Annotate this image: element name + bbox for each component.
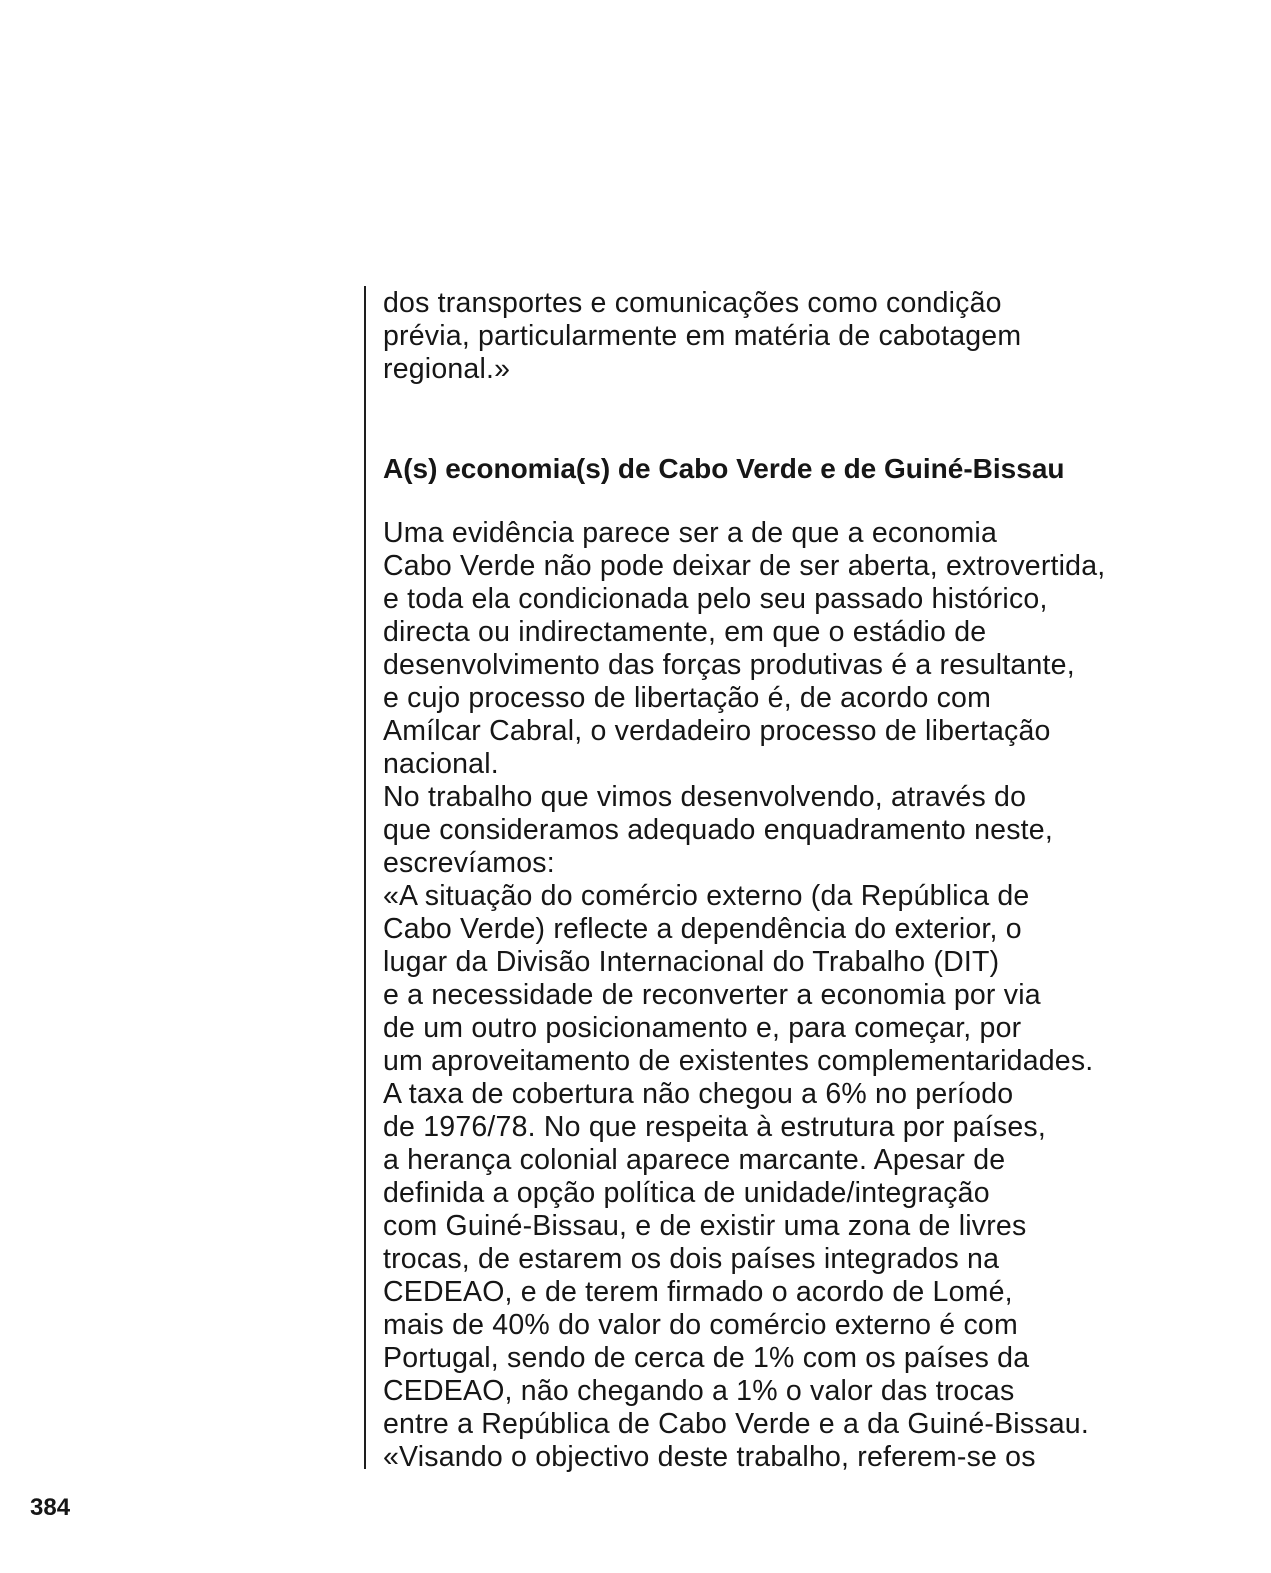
text-line: com Guiné-Bissau, e de existir uma zona de livres (383, 1210, 1027, 1242)
text-line: dos transportes e comunicações como condição (383, 287, 1002, 319)
text-line: Cabo Verde não pode deixar de ser aberta, extrovertida, (383, 550, 1106, 582)
text-line: «Visando o objectivo deste trabalho, referem-se os (383, 1441, 1036, 1473)
margin-vertical-rule (364, 286, 366, 1469)
text-line: nacional. (383, 748, 499, 780)
text-line: mais de 40% do valor do comércio externo é com (383, 1309, 1018, 1341)
text-line: trocas, de estarem os dois países integrados na (383, 1243, 1000, 1275)
text-line: Cabo Verde) reflecte a dependência do exterior, o (383, 913, 1022, 945)
text-line: que consideramos adequado enquadramento neste, (383, 814, 1053, 846)
text-line: No trabalho que vimos desenvolvendo, através do (383, 781, 1027, 813)
text-line: prévia, particularmente em matéria de cabotagem (383, 320, 1022, 352)
text-line: Uma evidência parece ser a de que a economia (383, 517, 997, 549)
text-line: Amílcar Cabral, o verdadeiro processo de libertação (383, 715, 1051, 747)
text-line: definida a opção política de unidade/integração (383, 1177, 990, 1209)
text-line: lugar da Divisão Internacional do Trabalho (DIT) (383, 946, 1000, 978)
text-line: e toda ela condicionada pelo seu passado histórico, (383, 583, 1048, 615)
text-line: escrevíamos: (383, 847, 555, 879)
page-number: 384 (30, 1494, 71, 1521)
text-line: CEDEAO, não chegando a 1% o valor das trocas (383, 1375, 1015, 1407)
text-line: de um outro posicionamento e, para começar, por (383, 1012, 1022, 1044)
text-line: entre a República de Cabo Verde e a da Guiné-Bissau. (383, 1408, 1089, 1440)
text-line: Portugal, sendo de cerca de 1% com os países da (383, 1342, 1030, 1374)
section-heading: A(s) economia(s) de Cabo Verde e de Guiné-Bissau (383, 453, 1065, 484)
text-line: um aproveitamento de existentes complementaridades. (383, 1045, 1094, 1077)
continued-quote-paragraph (383, 287, 1213, 386)
text-line: A taxa de cobertura não chegou a 6% no período (383, 1078, 1014, 1110)
text-line: «A situação do comércio externo (da República de (383, 880, 1030, 912)
body-text (383, 517, 1213, 1474)
text-line: directa ou indirectamente, em que o estádio de (383, 616, 987, 648)
text-line: e cujo processo de libertação é, de acordo com (383, 682, 992, 714)
text-line: de 1976/78. No que respeita à estrutura por países, (383, 1111, 1046, 1143)
text-line: e a necessidade de reconverter a economia por via (383, 979, 1041, 1011)
text-line: a herança colonial aparece marcante. Apesar de (383, 1144, 1006, 1176)
text-line: CEDEAO, e de terem firmado o acordo de Lomé, (383, 1276, 1013, 1308)
text-line: desenvolvimento das forças produtivas é a resultante, (383, 649, 1075, 681)
text-line: regional.» (383, 353, 511, 385)
